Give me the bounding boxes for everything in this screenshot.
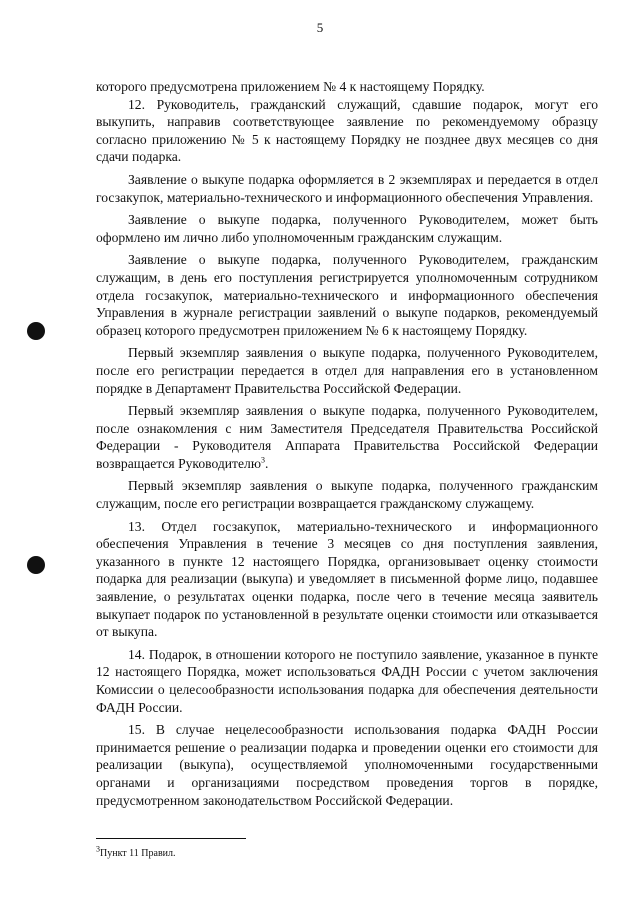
paragraph-first-copy-head: Первый экземпляр заявления о выкупе подарка, полученного Руководителем, после его регистрации передается в отдел для направления его в установленном порядке в Департамент Правительства Российской Федерации.	[96, 345, 598, 396]
footnote-separator	[96, 838, 246, 839]
paragraph-item-14: 14. Подарок, в отношении которого не поступило заявление, указанное в пункте 12 настоящего Порядка, может использоваться ФАДН России с учетом заключения Комиссии о целесообразности использования подарка для обеспечения деятельности ФАДН России.	[96, 646, 598, 715]
paragraph-registration: Заявление о выкупе подарка, полученного Руководителем, гражданским служащим, в день его поступления регистрируется уполномоченным сотрудником отдела госзакупок, материально-технического и информационного обеспечения Управления в журнале регистрации заявлений о выкупе подарков, рекомендуемый образец которого предусмотрен приложением № 6 к настоящему Порядку.	[96, 252, 598, 338]
footnote-reference-trailing: .	[264, 455, 269, 471]
punch-hole-bottom	[27, 556, 45, 574]
document-body	[96, 78, 598, 809]
paragraph-application-copies: Заявление о выкупе подарка оформляется в 2 экземплярах и передается в отдел госзакупок, материально-технического и информационного обеспечения Управления.	[96, 171, 598, 205]
paragraph-item-13: 13. Отдел госзакупок, материально-технического и информационного обеспечения Управления в течение 3 месяцев со дня поступления заявления, указанного в пункте 12 настоящего Порядка, организовывает оценку стоимости подарка для реализации (выкупа) и уведомляет в письменной форме лицо, подавшее заявление, о результатах оценки подарка, после чего в течение месяца заявитель выкупает подарок по установленной в результате оценки стоимости или отказывается от выкупа.	[96, 518, 598, 640]
paragraph-first-copy-return-text: Первый экземпляр заявления о выкупе подарка, полученного Руководителем, после ознакомления с ним Заместителя Председателя Правительства Российской Федерации - Руководителя Аппарата Правительства Российской Федерации возвращается Руководителю	[96, 403, 598, 471]
page-number: 5	[316, 20, 324, 35]
footnote	[96, 844, 176, 860]
footnote-text: Пункт 11 Правил.	[100, 848, 176, 859]
paragraph-item-15: 15. В случае нецелесообразности использования подарка ФАДН России принимается решение о реализации подарка и проведении оценки его стоимости для реализации (выкупа), осуществляемой уполномоченными государственными органами и организациями посредством проведения торгов в порядке, предусмотренном законодательством Российской Федерации.	[96, 722, 598, 808]
paragraph-continuation: которого предусмотрена приложением № 4 к настоящему Порядку.	[96, 79, 485, 94]
footnote-number: 3	[96, 844, 100, 854]
paragraph-item-12: 12. Руководитель, гражданский служащий, сдавшие подарок, могут его выкупить, направив соответствующее заявление по рекомендуемому образцу согласно приложению № 5 к настоящему Порядку не позднее двух месяцев со дня сдачи подарка.	[96, 96, 598, 165]
paragraph-first-copy-return	[96, 402, 598, 472]
punch-hole-top	[27, 322, 45, 340]
paragraph-application-head: Заявление о выкупе подарка, полученного Руководителем, может быть оформлено им лично либо уполномоченным гражданским служащим.	[96, 212, 598, 245]
footnote-reference: 3	[260, 455, 265, 465]
paragraph-first-copy-employee: Первый экземпляр заявления о выкупе подарка, полученного гражданским служащим, после его регистрации возвращается гражданскому служащему.	[96, 478, 598, 512]
